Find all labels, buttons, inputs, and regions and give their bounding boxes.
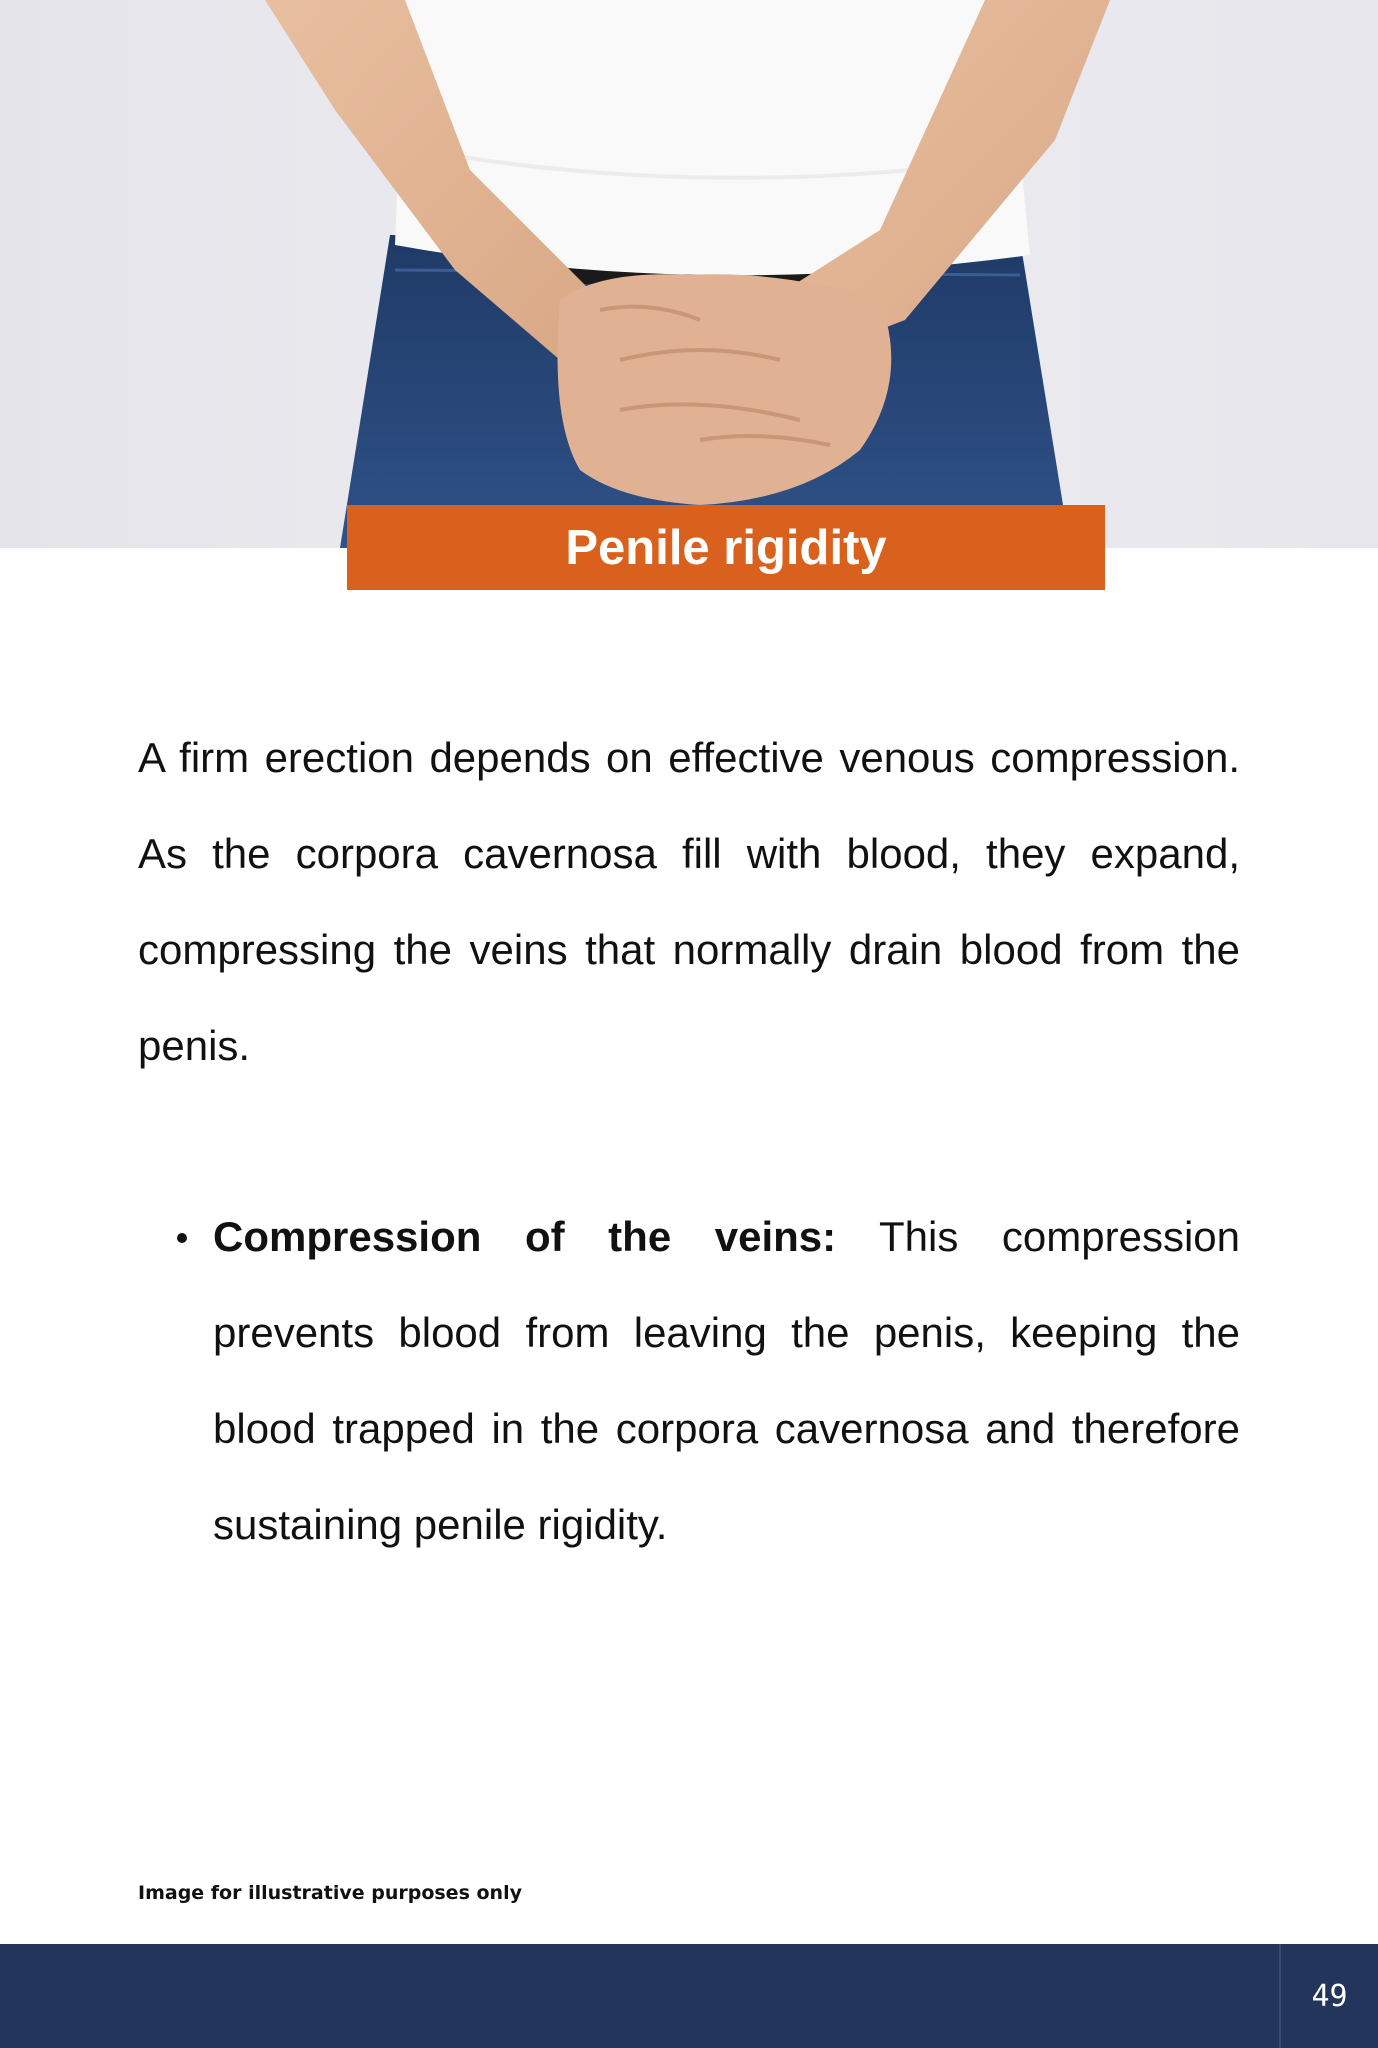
body-paragraph: A firm erection depends on effective venous compression. As the corpora cavernosa fill with blood, they expand, compressing the veins that normally drain blood from the penis.: [138, 734, 1240, 1069]
hero-image: [0, 0, 1378, 548]
bullet-text: This compression prevents blood from leaving the penis, keeping the blood trapped in the corpora cavernosa and therefore sustaining penile rigidity.: [213, 1213, 1240, 1548]
bullet-list: [213, 1189, 1240, 1573]
section-title: Penile rigidity: [565, 520, 887, 575]
footer-bar: [0, 1944, 1378, 2048]
image-caption: Image for illustrative purposes only: [138, 1882, 522, 1904]
bullet-item: [213, 1189, 1240, 1573]
page-number: 49: [1311, 1978, 1348, 2014]
bullet-term: Compression of the veins:: [213, 1213, 837, 1260]
section-title-banner: [347, 505, 1105, 590]
bullet-dot-icon: [177, 1233, 187, 1243]
